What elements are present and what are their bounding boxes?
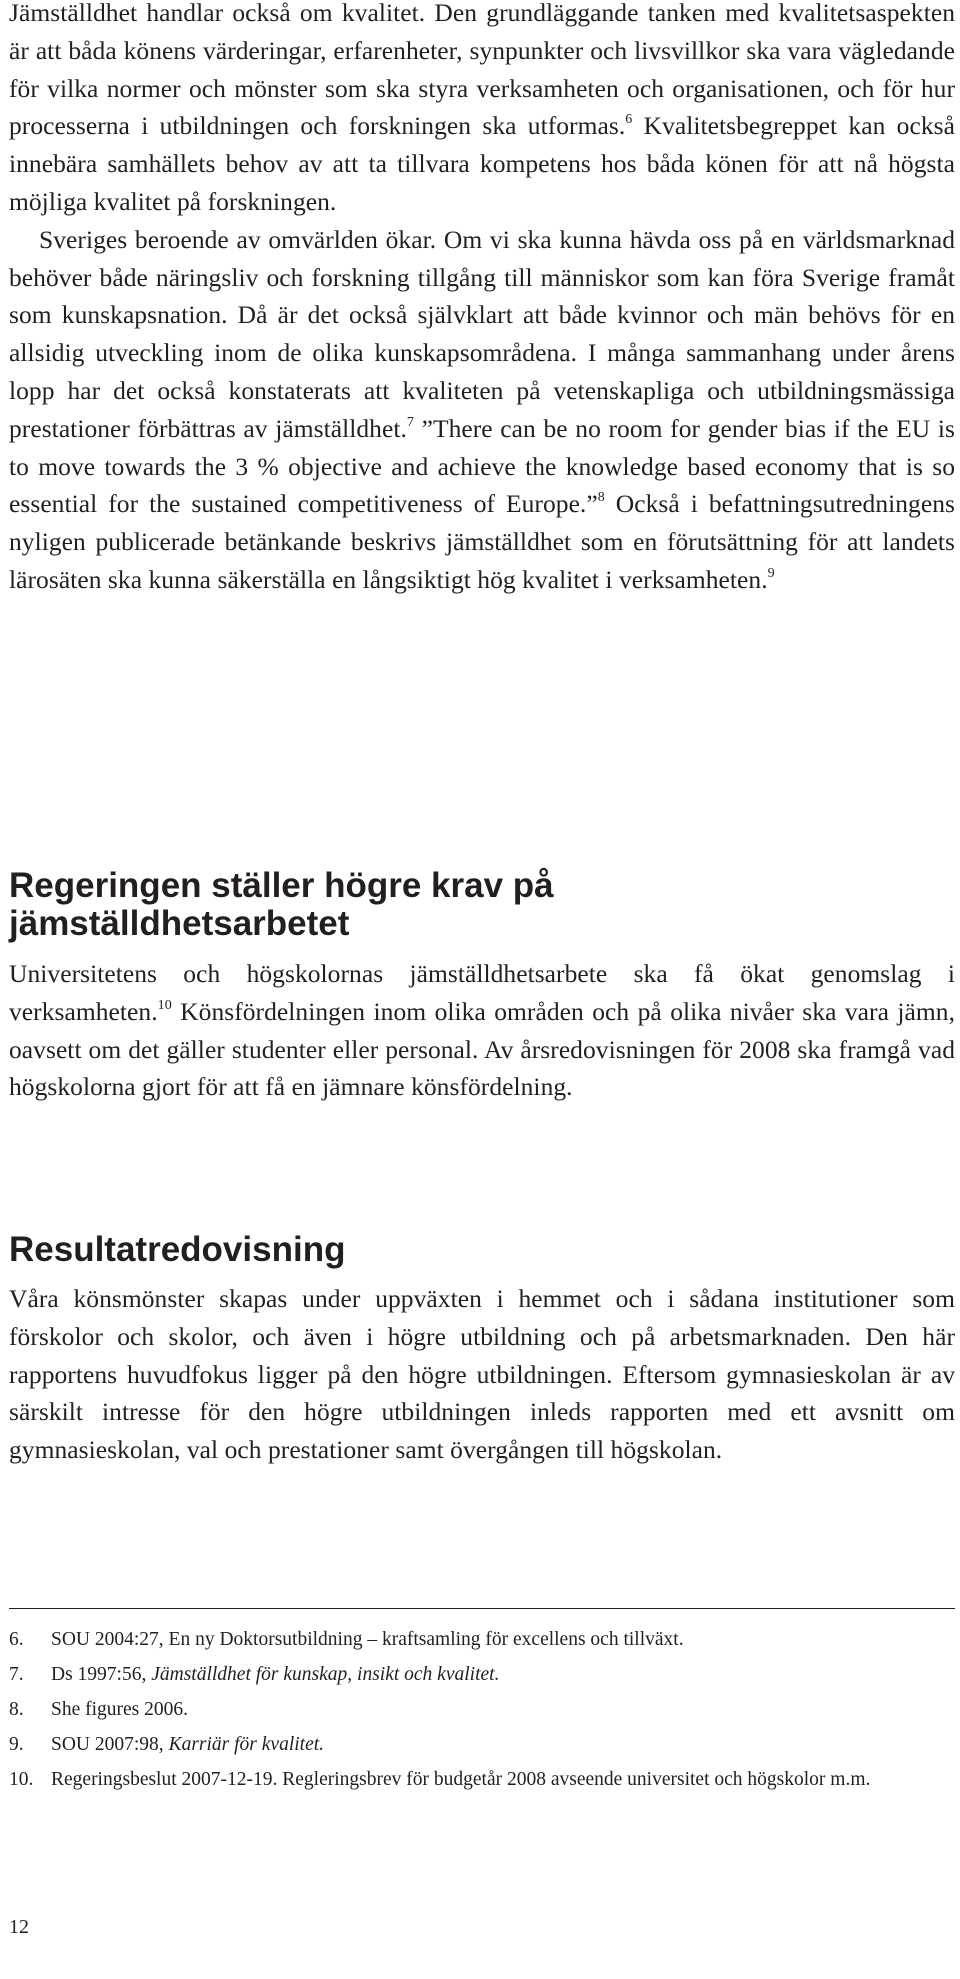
footnote-item [9, 1731, 955, 1759]
intro-paragraph-2-text-c: Också i befattningsutredningens nyligen publicerade betänkande beskrivs jämställdhet som en förutsättning för att landets lärosäten ska kunna säkerställa en långsiktigt hög kvalitet i verksamheten. [9, 489, 955, 594]
intro-section [9, 0, 955, 599]
footnote-text-title: Karriär för kvalitet. [168, 1734, 325, 1755]
page-number: 12 [9, 1916, 29, 1938]
intro-paragraph-1-text-b: Kvalitetsbegreppet kan också innebära samhällets behov av att ta tillvara kompetens hos båda könen för att nå högsta möjliga kvalitet på forskningen. [9, 111, 955, 216]
section-heading-regeringen-line2: jämställdhetsarbetet [9, 904, 350, 943]
footnote-text [51, 1696, 955, 1724]
footnote-item [9, 1661, 955, 1689]
document-page [9, 0, 955, 1979]
regeringen-paragraph [9, 955, 955, 1106]
footnote-text-plain: Ds 1997:56, [51, 1664, 152, 1685]
footnote-ref-7[interactable]: 7 [406, 414, 414, 430]
footnote-text [51, 1766, 955, 1794]
footnote-number: 7. [9, 1664, 24, 1685]
footnote-text [51, 1626, 955, 1654]
footnotes-list [9, 1626, 955, 1801]
footnote-item [9, 1766, 955, 1794]
intro-paragraph-2-text-a: Sveriges beroende av omvärlden ökar. Om vi ska kunna hävda oss på en världsmarknad behöver både näringsliv och forskning tillgång till människor som kan föra Sverige framåt som kunskapsnation. Då är det också självklart att både kvinnor och män behövs för en allsidig utveckling inom de olika kunskapsområdena. I många sammanhang under årens lopp har det också konstaterats att kvaliteten på vetenskapliga och utbildningsmässiga prestationer förbättras av jämställdhet. [9, 224, 955, 443]
footnote-ref-10[interactable]: 10 [157, 997, 172, 1013]
footnote-text [51, 1731, 955, 1759]
footnote-item [9, 1696, 955, 1724]
section-heading-regeringen-line1: Regeringen ställer högre krav på [9, 866, 554, 905]
footnote-ref-9[interactable]: 9 [767, 565, 775, 581]
footnote-ref-6[interactable]: 6 [625, 112, 633, 128]
intro-paragraph-2 [9, 221, 955, 599]
footnote-text-plain: Regeringsbeslut 2007-12-19. Regleringsbrev för budgetår 2008 avseende universitet och högskolor m.m. [51, 1769, 871, 1790]
footnote-text-plain: SOU 2007:98, [51, 1734, 169, 1755]
footnote-divider [9, 1608, 955, 1609]
regeringen-paragraph-text-b: Könsfördelningen inom olika områden och på olika nivåer ska vara jämn, oavsett om det gäller studenter eller personal. Av årsredovisningen för 2008 ska framgå vad högskolorna gjort för att få en jämnare könsfördelning. [9, 996, 955, 1102]
footnote-text-title: Jämställdhet för kunskap, insikt och kvalitet. [151, 1664, 500, 1685]
intro-paragraph-1 [9, 0, 955, 221]
section-heading-regeringen [9, 867, 955, 943]
footnote-text [51, 1661, 955, 1689]
footnote-number: 6. [9, 1629, 24, 1650]
intro-paragraph-2-quote: ”There can be no room for gender bias if the EU is to move towards the 3 % objective and achieve the knowledge based economy that is so essential for the sustained competitiveness of Europe.” [9, 413, 955, 519]
intro-paragraph-1-text-a: Jämställdhet handlar också om kvalitet. Den grundläggande tanken med kvalitetsaspekten är att båda könens värderingar, erfarenheter, synpunkter och livsvillkor ska vara vägledande för vilka normer och mönster som ska styra verksamheten och organisationen, och för hur processerna i utbildningen och forskningen ska utformas. [9, 0, 955, 141]
footnote-text-plain: She figures 2006. [51, 1699, 189, 1720]
footnote-number: 10. [9, 1769, 34, 1790]
resultat-paragraph: Våra könsmönster skapas under uppväxten i hemmet och i sådana institutioner som förskolor och skolor, och även i högre utbildning och på arbetsmarknaden. Den här rapportens huvudfokus ligger på den högre utbildningen. Eftersom gymnasieskolan är av särskilt intresse för den högre utbildningen inleds rapporten med ett avsnitt om gymnasieskolan, val och prestationer samt övergången till högskolan. [9, 1284, 955, 1465]
footnote-item [9, 1626, 955, 1654]
footnote-ref-8[interactable]: 8 [597, 490, 605, 506]
regeringen-section [9, 955, 955, 1106]
section-heading-resultat: Resultatredovisning [9, 1230, 346, 1269]
regeringen-paragraph-text-a: Universitetens och högskolornas jämställdhetsarbete ska få ökat genomslag i verksamheten. [9, 959, 955, 1026]
footnote-number: 8. [9, 1699, 24, 1720]
footnote-number: 9. [9, 1734, 24, 1755]
resultat-section [9, 1280, 955, 1469]
footnote-text-plain: SOU 2004:27, En ny Doktorsutbildning – kraftsamling för excellens och tillväxt. [51, 1629, 684, 1650]
